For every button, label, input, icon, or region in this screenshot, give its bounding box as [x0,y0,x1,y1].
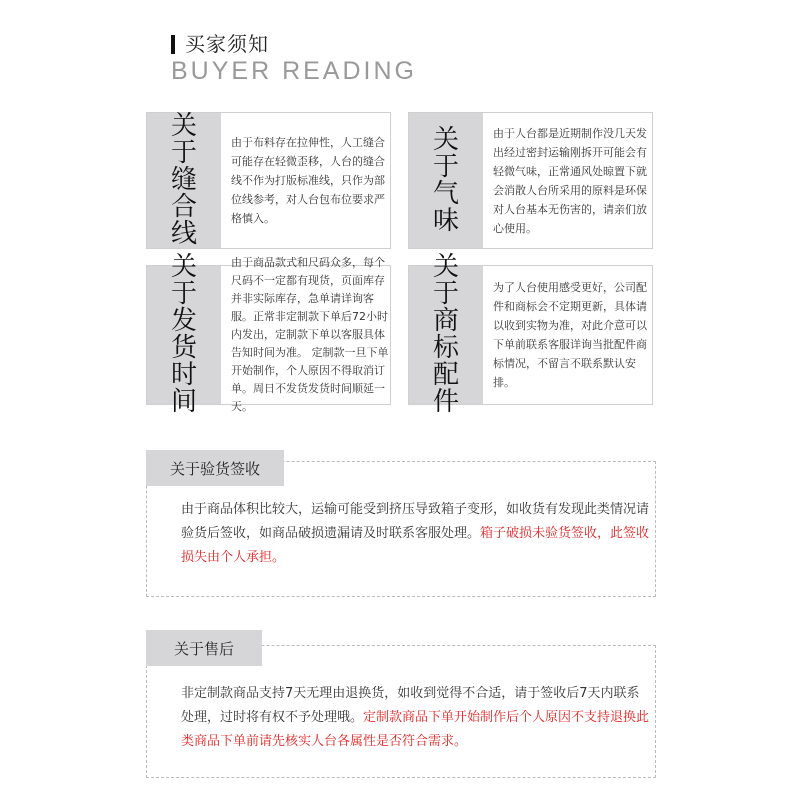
header-accent-bar [171,35,175,54]
page-subtitle: BUYER READING [171,57,417,85]
card-label: 关于缝合线 [170,111,197,249]
card-text: 由于布料存在拉伸性，人工缝合可能存在轻微歪移，人台的缝合线不作为打版标准线，只作为部位线参考，对人台包布位要求严格慎入。 [231,136,385,225]
inspection-body: 由于商品体积比较大，运输可能受到挤压导致箱子变形，如收货有发现此类情况请验货后签收，如商品破损遗漏请及时联系客服处理。 [181,502,650,541]
aftersale-title: 关于售后 [146,630,262,666]
inspection-text [181,498,651,570]
card-text-box [231,256,391,413]
inspection-warning: 箱子破损未验货签收，此签收损失由个人承担。 [181,526,650,565]
card-trademark [408,252,653,417]
inspection-title: 关于验货签收 [146,450,284,486]
card-label-box [409,252,483,417]
card-text: 由于人台都是近期制作没几天发出经过密封运输刚拆开可能会有轻微气味，正常通风处晾置下就会消散人台所采用的原料是环保对人台基本无伤害的，请亲们放心使用。 [493,126,647,235]
card-label: 关于气味 [432,124,459,236]
card-text: 为了人台使用感受更好，公司配件和商标会不定期更新，具体请以收到实物为准，对此介意可以下单前联系客服详询当批配件商标情况，不留言不联系默认安排。 [493,281,647,389]
card-shipping [146,252,391,417]
card-label-box [147,113,221,248]
aftersale-body: 非定制款商品支持7天无理由退换货，如收到觉得不合适，请于签收后7天内联系处理，过时将有权不予处理哦。 [181,686,640,725]
aftersale-text [181,682,651,754]
page-title: 买家须知 [185,32,269,56]
card-odor [408,112,653,249]
card-label: 关于发货时间 [170,252,197,417]
aftersale-warning: 定制款商品下单开始制作后个人原因不支持退换此类商品下单前请先核实人台各属性是否符合需求。 [181,710,650,749]
card-text: 由于商品款式和尺码众多，每个尺码不一定都有现货，页面库存并非实际库存，急单请详询客服。正常非定制款下单后72小时内发出，定制款下单以客服具体告知时间为准。 定制款一旦下单开始制作，个人原因不得取消订单。周日不发货发货时间顺延一天。 [231,256,389,413]
card-label-box [147,252,221,417]
card-label: 关于商标配件 [432,252,459,417]
card-stitching [146,112,391,249]
card-text-box [231,113,387,248]
card-text-box [493,113,649,248]
card-label-box [409,113,483,248]
card-text-box [493,266,649,404]
